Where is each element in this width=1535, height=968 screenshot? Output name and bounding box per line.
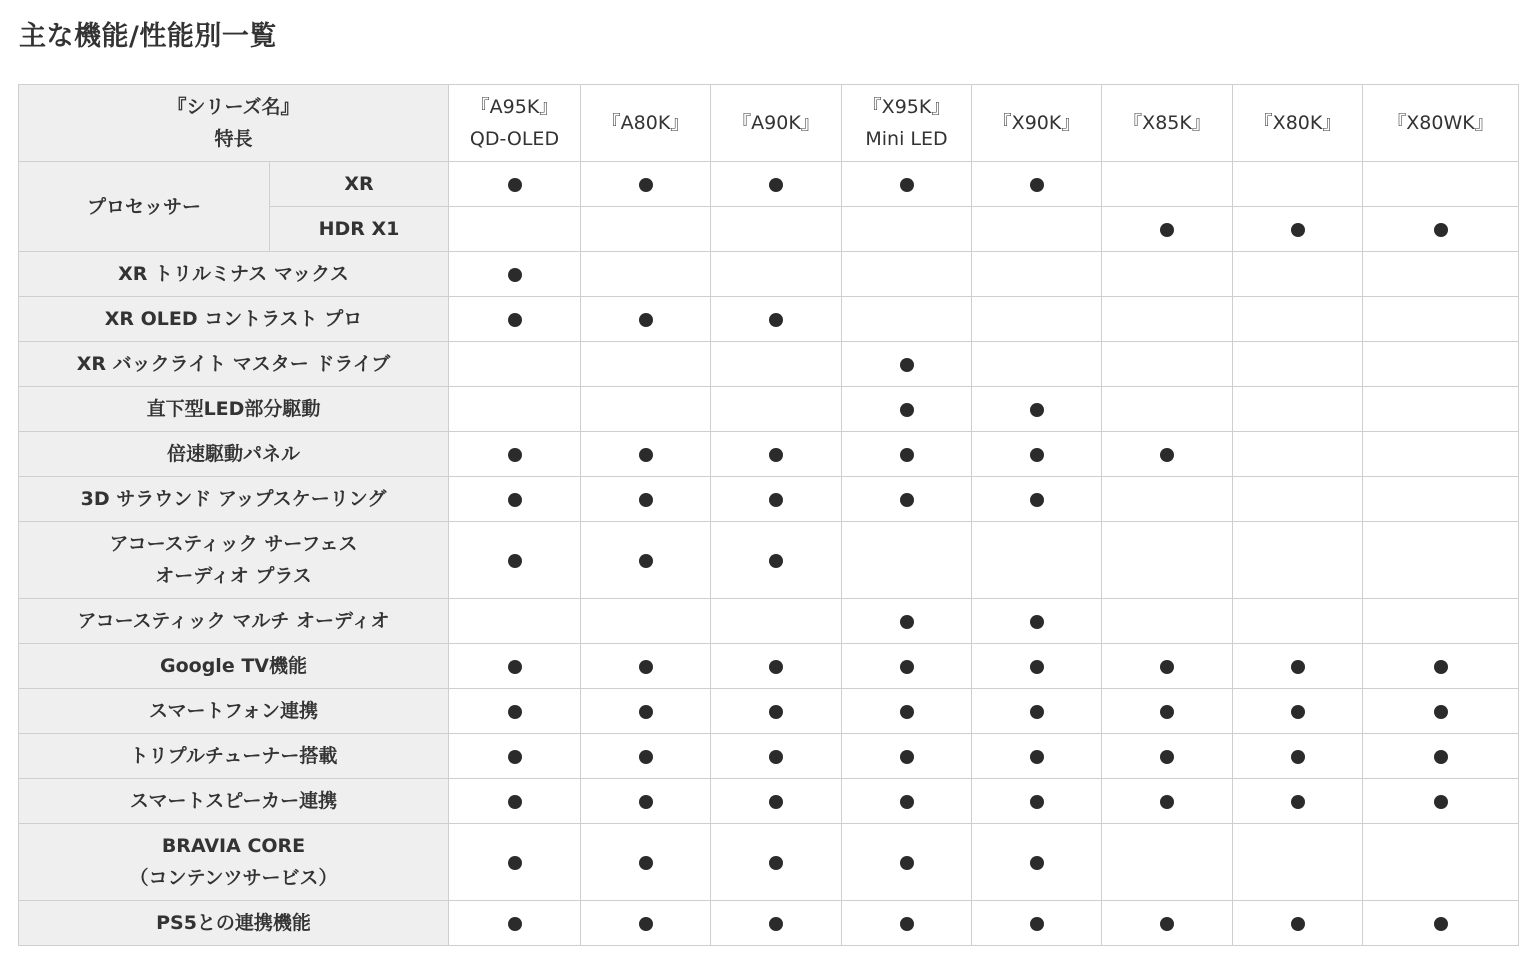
filled-circle-icon (508, 493, 522, 507)
feature-cell (711, 824, 842, 901)
feature-cell (1363, 901, 1519, 946)
feature-label (19, 297, 449, 342)
filled-circle-icon (900, 178, 914, 192)
feature-cell (842, 644, 972, 689)
model-header (1363, 85, 1519, 162)
feature-cell (842, 477, 972, 522)
filled-circle-icon (1291, 795, 1305, 809)
feature-cell (449, 901, 581, 946)
feature-cell (449, 252, 581, 297)
feature-label-line1: 直下型LED部分駆動 (146, 398, 321, 420)
feature-cell (449, 477, 581, 522)
feature-cell (1102, 162, 1233, 207)
feature-cell (711, 734, 842, 779)
feature-cell (449, 824, 581, 901)
feature-cell (1363, 297, 1519, 342)
filled-circle-icon (508, 660, 522, 674)
feature-label (19, 599, 449, 644)
model-header (711, 85, 842, 162)
feature-label (19, 387, 449, 432)
table-row (19, 689, 1519, 734)
feature-cell (842, 342, 972, 387)
feature-cell (1102, 824, 1233, 901)
model-name: 『X95K』 (862, 96, 951, 118)
model-header (1233, 85, 1363, 162)
feature-cell (1363, 162, 1519, 207)
filled-circle-icon (1030, 493, 1044, 507)
feature-label (19, 522, 449, 599)
feature-cell (449, 779, 581, 824)
feature-cell (581, 689, 711, 734)
feature-cell (1233, 824, 1363, 901)
feature-cell (842, 734, 972, 779)
filled-circle-icon (508, 313, 522, 327)
feature-cell (581, 342, 711, 387)
filled-circle-icon (769, 493, 783, 507)
model-header (449, 85, 581, 162)
feature-cell (1363, 644, 1519, 689)
feature-cell (1233, 689, 1363, 734)
filled-circle-icon (639, 554, 653, 568)
feature-cell (1233, 162, 1363, 207)
feature-cell (842, 162, 972, 207)
page-title: 主な機能/性能別一覧 (19, 21, 277, 52)
feature-cell (581, 387, 711, 432)
feature-label (19, 477, 449, 522)
feature-cell (581, 252, 711, 297)
feature-cell (581, 162, 711, 207)
feature-cell (711, 432, 842, 477)
feature-cell (581, 207, 711, 252)
filled-circle-icon (1434, 795, 1448, 809)
filled-circle-icon (1160, 660, 1174, 674)
feature-label-line2: オーディオ プラス (155, 565, 312, 587)
feature-cell (1102, 779, 1233, 824)
feature-label (19, 432, 449, 477)
feature-cell (449, 644, 581, 689)
filled-circle-icon (1434, 917, 1448, 931)
filled-circle-icon (508, 554, 522, 568)
feature-cell (1363, 252, 1519, 297)
filled-circle-icon (1030, 705, 1044, 719)
feature-cell (581, 734, 711, 779)
filled-circle-icon (1434, 705, 1448, 719)
model-name: 『X85K』 (1123, 112, 1211, 134)
feature-cell (581, 824, 711, 901)
feature-cell (972, 901, 1102, 946)
feature-cell (1233, 901, 1363, 946)
feature-cell (1233, 432, 1363, 477)
model-name: 『A90K』 (732, 112, 820, 134)
feature-cell (842, 599, 972, 644)
filled-circle-icon (900, 750, 914, 764)
feature-label-line1: XR トリルミナス マックス (118, 263, 349, 285)
feature-cell (1102, 689, 1233, 734)
feature-comparison-table (18, 84, 1519, 946)
filled-circle-icon (1160, 917, 1174, 931)
model-name: 『X90K』 (992, 112, 1081, 134)
feature-cell (1363, 207, 1519, 252)
feature-label-line1: Google TV機能 (160, 655, 307, 677)
feature-cell (1233, 297, 1363, 342)
feature-cell (1363, 689, 1519, 734)
feature-cell (842, 824, 972, 901)
filled-circle-icon (900, 917, 914, 931)
feature-label-line1: XR OLED コントラスト プロ (104, 308, 363, 330)
feature-label-line1: 倍速駆動パネル (166, 443, 300, 465)
feature-cell (1233, 734, 1363, 779)
model-header (842, 85, 972, 162)
filled-circle-icon (769, 795, 783, 809)
filled-circle-icon (508, 705, 522, 719)
feature-cell (842, 689, 972, 734)
feature-label-line1: スマートスピーカー連携 (129, 790, 338, 812)
feature-cell (581, 522, 711, 599)
feature-cell (972, 297, 1102, 342)
feature-cell (449, 387, 581, 432)
corner-header (19, 85, 449, 162)
feature-cell (972, 689, 1102, 734)
corner-header-line2: 特長 (214, 128, 253, 150)
filled-circle-icon (1291, 750, 1305, 764)
filled-circle-icon (639, 178, 653, 192)
feature-cell (842, 779, 972, 824)
model-header (1102, 85, 1233, 162)
feature-label-line1: アコースティック マルチ オーディオ (77, 610, 390, 632)
feature-cell (711, 522, 842, 599)
feature-cell (1233, 252, 1363, 297)
feature-cell (842, 522, 972, 599)
feature-cell (449, 207, 581, 252)
filled-circle-icon (900, 856, 914, 870)
filled-circle-icon (1160, 750, 1174, 764)
feature-cell (581, 901, 711, 946)
feature-cell (972, 162, 1102, 207)
filled-circle-icon (1030, 448, 1044, 462)
feature-cell (581, 779, 711, 824)
feature-cell (1102, 901, 1233, 946)
feature-label-line2: （コンテンツサービス） (129, 867, 338, 889)
filled-circle-icon (508, 856, 522, 870)
feature-label (19, 779, 449, 824)
filled-circle-icon (900, 795, 914, 809)
processor-group-label: プロセッサー (19, 162, 270, 252)
filled-circle-icon (1030, 178, 1044, 192)
filled-circle-icon (1160, 705, 1174, 719)
feature-cell (1102, 387, 1233, 432)
filled-circle-icon (1291, 660, 1305, 674)
filled-circle-icon (769, 448, 783, 462)
filled-circle-icon (639, 660, 653, 674)
feature-cell (449, 297, 581, 342)
feature-cell (842, 252, 972, 297)
feature-label (19, 901, 449, 946)
feature-cell (1233, 387, 1363, 432)
feature-cell (1363, 387, 1519, 432)
filled-circle-icon (639, 493, 653, 507)
feature-cell (972, 522, 1102, 599)
feature-cell (842, 297, 972, 342)
filled-circle-icon (639, 750, 653, 764)
feature-cell (1102, 477, 1233, 522)
feature-cell (711, 477, 842, 522)
table-row (19, 387, 1519, 432)
table-row (19, 779, 1519, 824)
feature-cell (581, 599, 711, 644)
feature-label-line1: スマートフォン連携 (148, 700, 319, 722)
feature-cell (842, 387, 972, 432)
table-row (19, 477, 1519, 522)
filled-circle-icon (1291, 917, 1305, 931)
feature-cell (711, 207, 842, 252)
feature-cell (1363, 599, 1519, 644)
filled-circle-icon (639, 856, 653, 870)
feature-cell (711, 342, 842, 387)
table-row (19, 432, 1519, 477)
feature-cell (449, 734, 581, 779)
feature-cell (1102, 297, 1233, 342)
feature-label (19, 252, 449, 297)
feature-cell (972, 824, 1102, 901)
feature-cell (1102, 432, 1233, 477)
filled-circle-icon (900, 615, 914, 629)
feature-cell (1102, 599, 1233, 644)
feature-label-line1: アコースティック サーフェス (109, 533, 358, 555)
filled-circle-icon (1291, 223, 1305, 237)
table-row (19, 297, 1519, 342)
model-subtitle: Mini LED (865, 128, 948, 150)
filled-circle-icon (769, 554, 783, 568)
feature-cell (449, 689, 581, 734)
feature-label (19, 689, 449, 734)
feature-cell (1233, 477, 1363, 522)
table-body (19, 162, 1519, 946)
feature-cell (972, 644, 1102, 689)
feature-cell (449, 162, 581, 207)
feature-cell (711, 779, 842, 824)
filled-circle-icon (639, 448, 653, 462)
filled-circle-icon (1434, 660, 1448, 674)
filled-circle-icon (1030, 660, 1044, 674)
feature-cell (1363, 342, 1519, 387)
model-name: 『A80K』 (601, 112, 690, 134)
feature-cell (581, 477, 711, 522)
feature-cell (449, 432, 581, 477)
feature-cell (972, 779, 1102, 824)
filled-circle-icon (508, 178, 522, 192)
filled-circle-icon (1160, 223, 1174, 237)
feature-cell (711, 252, 842, 297)
feature-cell (1363, 477, 1519, 522)
table-row (19, 644, 1519, 689)
filled-circle-icon (769, 705, 783, 719)
feature-cell (581, 297, 711, 342)
feature-label (19, 824, 449, 901)
filled-circle-icon (1434, 223, 1448, 237)
feature-cell (1363, 824, 1519, 901)
filled-circle-icon (1160, 448, 1174, 462)
feature-cell (711, 901, 842, 946)
feature-cell (1102, 207, 1233, 252)
feature-cell (1363, 432, 1519, 477)
table-row (19, 522, 1519, 599)
filled-circle-icon (769, 856, 783, 870)
feature-cell (972, 599, 1102, 644)
feature-cell (972, 207, 1102, 252)
feature-label-line1: BRAVIA CORE (161, 835, 306, 857)
filled-circle-icon (508, 795, 522, 809)
filled-circle-icon (1030, 795, 1044, 809)
filled-circle-icon (769, 660, 783, 674)
filled-circle-icon (1160, 795, 1174, 809)
feature-cell (581, 432, 711, 477)
filled-circle-icon (508, 448, 522, 462)
model-header (972, 85, 1102, 162)
filled-circle-icon (1030, 917, 1044, 931)
filled-circle-icon (1434, 750, 1448, 764)
filled-circle-icon (1030, 750, 1044, 764)
filled-circle-icon (1030, 403, 1044, 417)
feature-cell (972, 387, 1102, 432)
filled-circle-icon (639, 313, 653, 327)
feature-cell (711, 644, 842, 689)
table-row (19, 252, 1519, 297)
table-row (19, 162, 1519, 207)
feature-cell (1102, 644, 1233, 689)
filled-circle-icon (639, 705, 653, 719)
feature-cell (1102, 342, 1233, 387)
filled-circle-icon (639, 917, 653, 931)
table-header-row (19, 85, 1519, 162)
filled-circle-icon (900, 358, 914, 372)
feature-cell (1233, 644, 1363, 689)
feature-cell (449, 342, 581, 387)
filled-circle-icon (1030, 615, 1044, 629)
processor-type-label: HDR X1 (270, 207, 449, 252)
feature-label (19, 342, 449, 387)
feature-cell (1102, 522, 1233, 599)
feature-cell (842, 901, 972, 946)
feature-cell (1233, 779, 1363, 824)
table-row (19, 824, 1519, 901)
filled-circle-icon (1291, 705, 1305, 719)
filled-circle-icon (508, 917, 522, 931)
feature-cell (449, 522, 581, 599)
model-name: 『X80K』 (1253, 112, 1342, 134)
feature-cell (972, 432, 1102, 477)
feature-cell (972, 477, 1102, 522)
filled-circle-icon (508, 750, 522, 764)
filled-circle-icon (1030, 856, 1044, 870)
feature-cell (581, 644, 711, 689)
filled-circle-icon (900, 403, 914, 417)
feature-cell (1363, 734, 1519, 779)
filled-circle-icon (769, 750, 783, 764)
feature-cell (1363, 779, 1519, 824)
feature-cell (1102, 734, 1233, 779)
feature-cell (711, 689, 842, 734)
processor-type-label: XR (270, 162, 449, 207)
feature-cell (972, 734, 1102, 779)
feature-cell (972, 252, 1102, 297)
table-row (19, 342, 1519, 387)
filled-circle-icon (769, 313, 783, 327)
feature-label (19, 734, 449, 779)
feature-cell (1102, 252, 1233, 297)
feature-cell (1233, 207, 1363, 252)
filled-circle-icon (900, 448, 914, 462)
feature-label-line1: トリプルチューナー搭載 (129, 745, 338, 767)
filled-circle-icon (900, 705, 914, 719)
feature-label-line1: PS5との連携機能 (156, 912, 311, 934)
model-subtitle: QD-OLED (469, 128, 560, 150)
feature-cell (711, 599, 842, 644)
feature-cell (711, 297, 842, 342)
feature-cell (711, 162, 842, 207)
feature-cell (842, 207, 972, 252)
feature-label-line1: 3D サラウンド アップスケーリング (80, 488, 387, 510)
feature-label (19, 644, 449, 689)
table-row (19, 901, 1519, 946)
filled-circle-icon (769, 178, 783, 192)
feature-cell (1233, 342, 1363, 387)
feature-cell (972, 342, 1102, 387)
filled-circle-icon (900, 660, 914, 674)
feature-cell (1363, 522, 1519, 599)
feature-cell (842, 432, 972, 477)
feature-cell (449, 599, 581, 644)
table-row (19, 599, 1519, 644)
filled-circle-icon (639, 795, 653, 809)
feature-cell (1233, 599, 1363, 644)
corner-header-line1: 『シリーズ名』 (167, 96, 300, 118)
filled-circle-icon (508, 268, 522, 282)
model-name: 『A95K』 (470, 96, 559, 118)
feature-cell (711, 387, 842, 432)
feature-cell (1233, 522, 1363, 599)
filled-circle-icon (900, 493, 914, 507)
model-header (581, 85, 711, 162)
model-name: 『X80WK』 (1387, 112, 1494, 134)
filled-circle-icon (769, 917, 783, 931)
feature-label-line1: XR バックライト マスター ドライブ (76, 353, 391, 375)
table-row (19, 734, 1519, 779)
